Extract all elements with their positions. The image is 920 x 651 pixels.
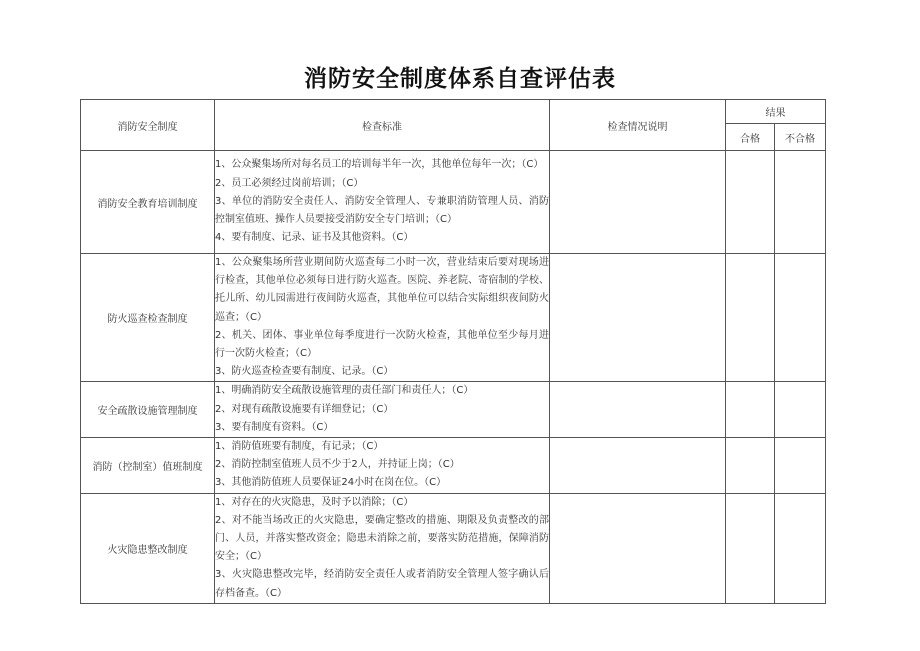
fail-cell[interactable]	[775, 438, 826, 494]
fail-cell[interactable]	[775, 493, 826, 603]
notes-cell[interactable]	[550, 382, 726, 438]
table-row	[81, 382, 826, 438]
header-standard: 检查标准	[215, 100, 550, 151]
pass-cell[interactable]	[726, 438, 775, 494]
table-row	[81, 438, 826, 494]
standard-item: 3、火灾隐患整改完毕，经消防安全责任人或者消防安全管理人签字确认后存档备查。（C）	[215, 569, 549, 599]
system-name: 防火巡查检查制度	[81, 254, 215, 382]
table-row	[81, 493, 826, 603]
standard-cell	[215, 151, 550, 254]
standard-item: 1、消防值班要有制度，有记录；（C）	[215, 441, 384, 453]
system-name: 火灾隐患整改制度	[81, 493, 215, 603]
pass-cell[interactable]	[726, 493, 775, 603]
standard-item: 2、对不能当场改正的火灾隐患，要确定整改的措施、期限及负责整改的部门、人员，并落实整改资金；隐患未消除之前，要落实防范措施，保障消防安全；（C）	[215, 514, 549, 563]
standard-item: 4、要有制度、记录、证书及其他资料。（C）	[215, 232, 414, 244]
system-name: 消防安全教育培训制度	[81, 151, 215, 254]
fail-cell[interactable]	[775, 254, 826, 382]
standard-item: 3、其他消防值班人员要保证24小时在岗在位。（C）	[215, 477, 447, 489]
standard-cell	[215, 438, 550, 494]
standard-cell	[215, 382, 550, 438]
standard-item: 3、单位的消防安全责任人、消防安全管理人、专兼职消防管理人员、消防控制室值班、操作人员要接受消防安全专门培训；（C）	[215, 195, 549, 226]
notes-cell[interactable]	[550, 438, 726, 494]
standard-item: 1、明确消防安全疏散设施管理的责任部门和责任人；（C）	[215, 385, 474, 397]
page-title: 消防安全制度体系自查评估表	[304, 66, 616, 92]
table-row	[81, 254, 826, 382]
notes-cell[interactable]	[550, 493, 726, 603]
notes-cell[interactable]	[550, 254, 726, 382]
fail-cell[interactable]	[775, 382, 826, 438]
standard-item: 2、员工必须经过岗前培训；（C）	[215, 177, 364, 189]
standard-item: 1、公众聚集场所营业期间防火巡查每二小时一次，营业结束后要对现场进行检查，其他单位必须每日进行防火巡查。医院、养老院、寄宿制的学校、托儿所、幼儿园需进行夜间防火巡查，其他单位可以结合实际组织夜间防火巡查；（C）	[215, 257, 549, 323]
standard-cell	[215, 254, 550, 382]
header-result: 结果	[726, 100, 826, 124]
notes-cell[interactable]	[550, 151, 726, 254]
pass-cell[interactable]	[726, 382, 775, 438]
standard-item: 1、对存在的火灾隐患，及时予以消除；（C）	[215, 496, 414, 508]
self-assessment-table	[80, 99, 826, 604]
standard-cell	[215, 493, 550, 603]
table-row	[81, 151, 826, 254]
system-name: 安全疏散设施管理制度	[81, 382, 215, 438]
standard-item: 2、机关、团体、事业单位每季度进行一次防火检查，其他单位至少每月进行一次防火检查；（C）	[215, 329, 549, 360]
standard-item: 3、防火巡查检查要有制度、记录。（C）	[215, 366, 394, 378]
header-system: 消防安全制度	[81, 100, 215, 151]
system-name: 消防（控制室）值班制度	[81, 438, 215, 494]
fail-cell[interactable]	[775, 151, 826, 254]
header-pass: 合格	[726, 124, 775, 151]
standard-item: 3、要有制度有资料。（C）	[215, 421, 334, 433]
standard-item: 1、公众聚集场所对每名员工的培训每半年一次，其他单位每年一次；（C）	[215, 159, 544, 171]
standard-item: 2、消防控制室值班人员不少于2人，并持证上岗；（C）	[215, 459, 460, 471]
header-notes: 检查情况说明	[550, 100, 726, 151]
pass-cell[interactable]	[726, 151, 775, 254]
header-fail: 不合格	[775, 124, 826, 151]
standard-item: 2、对现有疏散设施要有详细登记；（C）	[215, 403, 394, 415]
pass-cell[interactable]	[726, 254, 775, 382]
